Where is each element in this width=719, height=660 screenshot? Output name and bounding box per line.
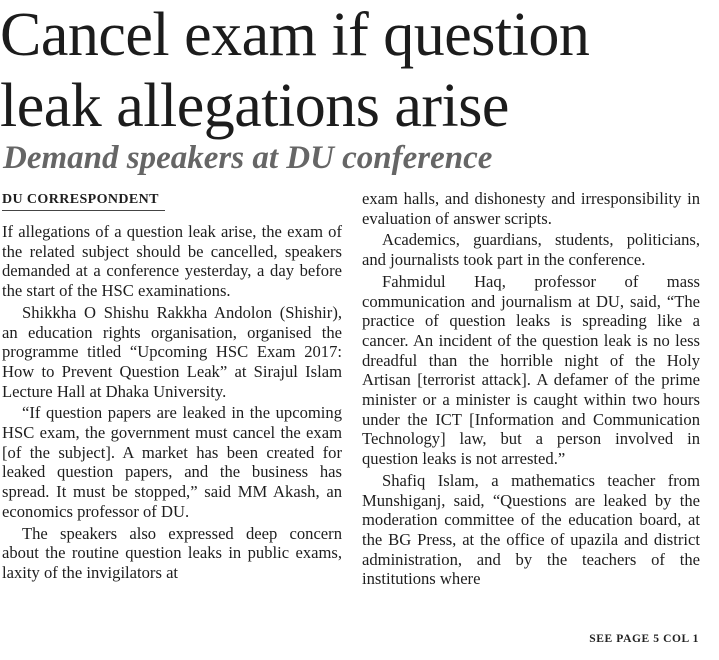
- byline-container: [2, 190, 342, 211]
- paragraph-shafiq-quote: Shafiq Islam, a mathematics teacher from Munshiganj, said, “Questions are leaked by the moderation committee of the education board, at the BG Press, at the office of upazila and district administration, and by the teachers of the institutions where: [362, 470, 700, 589]
- subheadline: Demand speakers at DU conference: [3, 140, 493, 176]
- headline: [0, 0, 719, 142]
- headline-line-1: Cancel exam if question: [0, 1, 590, 69]
- paragraph-continuation: exam halls, and dishonesty and irresponsibility in evaluation of answer scripts.: [362, 189, 700, 228]
- headline-line-2: leak allegations arise: [0, 72, 509, 140]
- paragraph-concerns: The speakers also expressed deep concern about the routine question leaks in public exams, laxity of the invigilators at: [2, 523, 342, 582]
- article-column-left: [2, 190, 342, 583]
- paragraph-lead: If allegations of a question leak arise, the exam of the related subject should be cancelled, speakers demanded at a conference yesterday, a day before the start of the HSC examinations.: [2, 222, 342, 301]
- paragraph-fahmidul-quote: Fahmidul Haq, professor of mass communication and journalism at DU, said, “The practice of question leaks is spreading like a cancer. An incident of the question leak is no less dreadful than the horrible night of the Holy Artisan [terrorist attack]. A defamer of the prime minister or a minister is caught within two hours under the ICT [Information and Communication Technology] law, but a person involved in question leaks is not arrested.”: [362, 271, 700, 469]
- paragraph-organiser: Shikkha O Shishu Rakkha Andolon (Shishir), an education rights organisation, organised the programme titled “Upcoming HSC Exam 2017: How to Prevent Question Leak” at Sirajul Islam Lecture Hall at Dhaka University.: [2, 302, 342, 401]
- paragraph-akash-quote: “If question papers are leaked in the upcoming HSC exam, the government must cancel the exam [of the subject]. A market has been created for leaked question papers, and the business has spread. It must be stopped,” said MM Akash, an economics professor of DU.: [2, 403, 342, 521]
- article-column-right: [362, 189, 700, 589]
- byline: DU CORRESPONDENT: [2, 190, 165, 211]
- paragraph-participants: Academics, guardians, students, politicians, and journalists took part in the conference.: [362, 230, 700, 270]
- continuation-jump-line: SEE PAGE 5 COL 1: [589, 633, 699, 645]
